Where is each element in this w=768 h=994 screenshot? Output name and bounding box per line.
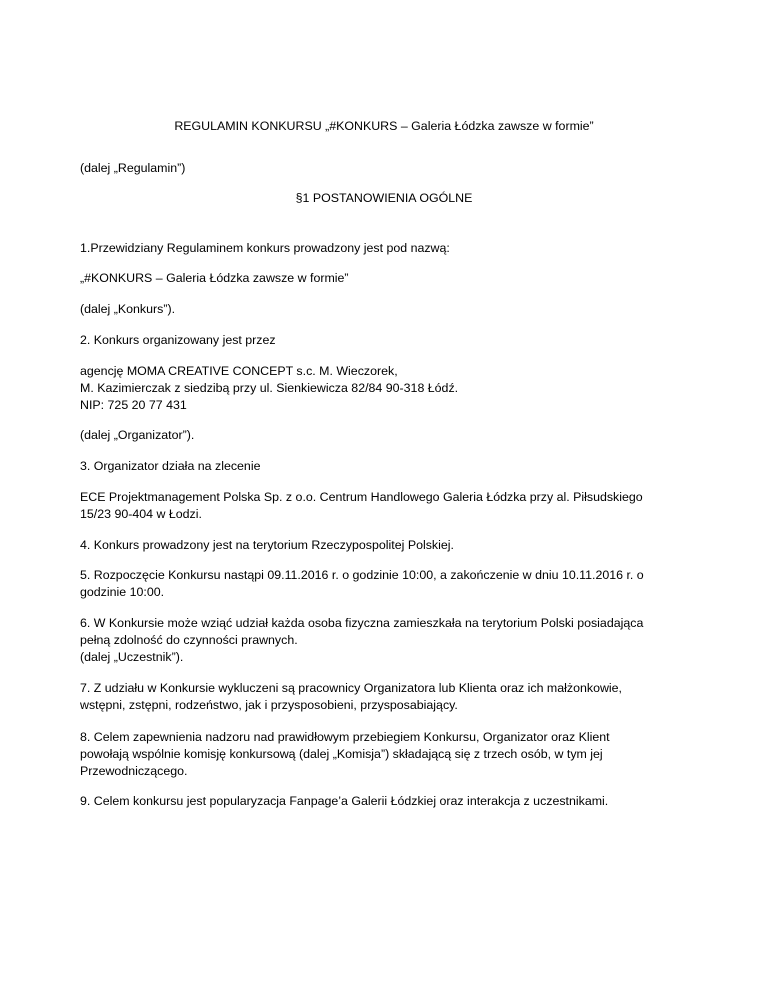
paragraph-3: 3. Organizator działa na zlecenie [80, 459, 261, 473]
organizer-line-1: agencję MOMA CREATIVE CONCEPT s.c. M. Wieczorek, [80, 364, 398, 378]
paragraph-8-line-2: powołają wspólnie komisję konkursową (dalej „Komisja”) składającą się z trzech osób, w tym jej [80, 747, 603, 761]
paragraph-6-line-3: (dalej „Uczestnik”). [80, 650, 184, 664]
paragraph-7-line-1: 7. Z udziału w Konkursie wykluczeni są pracownicy Organizatora lub Klienta oraz ich małżonkowie, [80, 681, 622, 695]
paragraph-9: 9. Celem konkursu jest popularyzacja Fanpage’a Galerii Łódzkiej oraz interakcja z uczestnikami. [80, 794, 609, 808]
client-line-1: ECE Projektmanagement Polska Sp. z o.o. Centrum Handlowego Galeria Łódzka przy al. Piłsudskiego [80, 490, 643, 504]
paragraph-1-reference: (dalej „Konkurs”). [80, 302, 176, 316]
paragraph-8-line-1: 8. Celem zapewnienia nadzoru nad prawidłowym przebiegiem Konkursu, Organizator oraz Klient [80, 730, 610, 744]
paragraph-6 [80, 615, 690, 666]
paragraph-5-line-2: godzinie 10:00. [80, 585, 165, 599]
paragraph-7-line-2: wstępni, zstępni, rodzeństwo, jak i przysposobieni, przysposabiający. [80, 698, 458, 712]
organizer-line-2: M. Kazimierczak z siedzibą przy ul. Sienkiewicza 82/84 90-318 Łódź. [80, 381, 459, 395]
paragraph-5 [80, 567, 690, 601]
paragraph-5-line-1: 5. Rozpoczęcie Konkursu nastąpi 09.11.2016 r. o godzinie 10:00, a zakończenie w dniu 10.11.2016 r. o [80, 568, 644, 582]
paragraph-7 [80, 680, 690, 714]
paragraph-6-line-2: pełną zdolność do czynności prawnych. [80, 633, 298, 647]
paragraph-1-contest-name: „#KONKURS – Galeria Łódzka zawsze w formie” [80, 271, 349, 285]
paragraph-3-client [80, 489, 690, 523]
paragraph-2-organizer [80, 363, 690, 414]
paragraph-2: 2. Konkurs organizowany jest przez [80, 333, 276, 347]
paragraph-8 [80, 729, 690, 780]
paragraph-6-line-1: 6. W Konkursie może wziąć udział każda osoba fizyczna zamieszkała na terytorium Polski posiadająca [80, 616, 644, 630]
paragraph-2-reference: (dalej „Organizator”). [80, 428, 195, 442]
paragraph-4: 4. Konkurs prowadzony jest na terytorium Rzeczypospolitej Polskiej. [80, 538, 454, 552]
client-line-2: 15/23 90-404 w Łodzi. [80, 507, 202, 521]
section-1-heading: §1 POSTANOWIENIA OGÓLNE [295, 191, 473, 205]
document-title: REGULAMIN KONKURSU „#KONKURS – Galeria Łódzka zawsze w formie” [174, 119, 594, 133]
paragraph-1: 1.Przewidziany Regulaminem konkurs prowadzony jest pod nazwą: [80, 241, 450, 255]
organizer-line-3: NIP: 725 20 77 431 [80, 398, 187, 412]
paragraph-8-line-3: Przewodniczącego. [80, 764, 188, 778]
document-subtitle: (dalej „Regulamin”) [80, 161, 186, 175]
